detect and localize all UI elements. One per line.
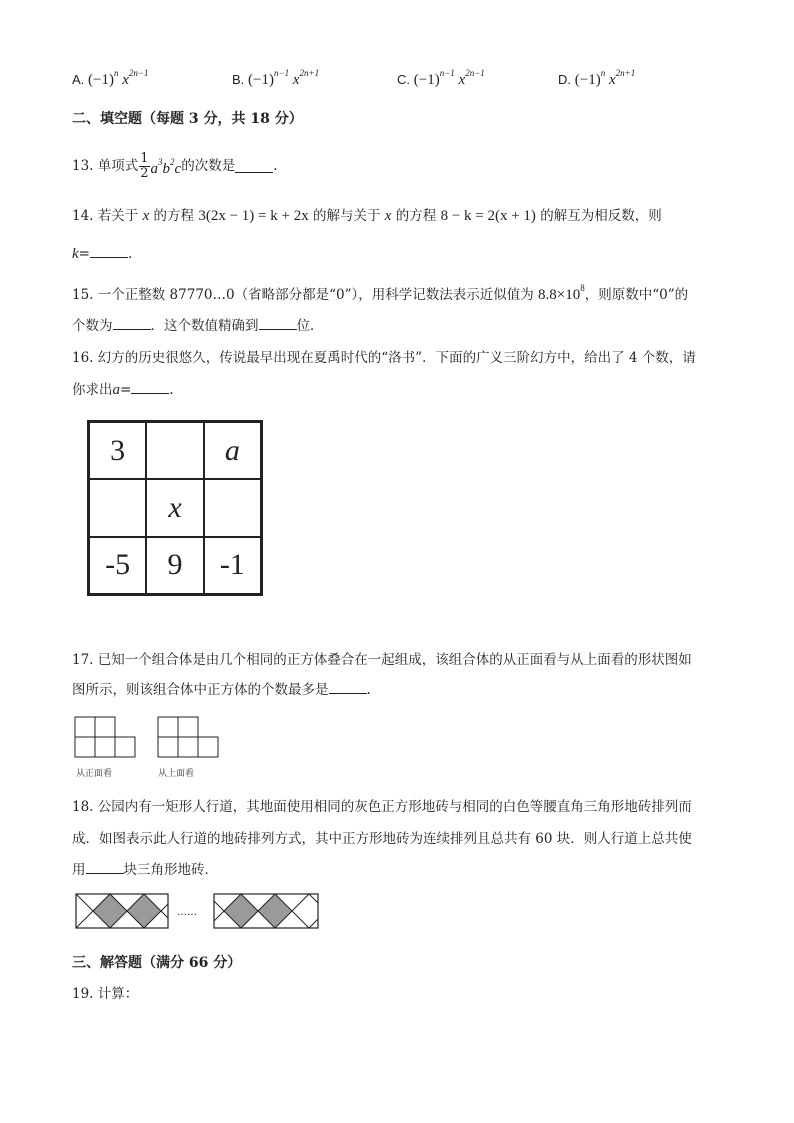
option-b-base: x: [292, 72, 300, 88]
q14-var-x2: x: [384, 208, 392, 224]
option-a-exp2: 2n−1: [128, 68, 149, 78]
q18-prefix: 用: [72, 862, 86, 878]
q13-var-a: a: [150, 160, 159, 177]
q15-suffix: ，则原数中“0”的: [584, 287, 689, 303]
top-view-label: 从上面看: [158, 769, 195, 779]
q13-var-b: b: [162, 160, 171, 177]
q15-prefix: 15. 一个正整数 87770…0（省略部分都是“0”），用科学记数法表示近似值为: [72, 287, 534, 303]
q14-mid1: 的方程: [153, 208, 195, 224]
q14-mid2: 的解与关于: [313, 208, 381, 224]
option-a: [72, 70, 149, 89]
question-15-line-1: [72, 280, 688, 305]
q15-sci-base: 8.8×10: [538, 287, 581, 303]
section-3-title: 三、解答题（满分 66 分）: [72, 955, 242, 971]
option-b-label: B.: [232, 72, 245, 87]
q15-line2-prefix: 个数为: [72, 318, 113, 334]
option-c: [397, 70, 485, 89]
q14-end: .: [127, 246, 133, 262]
option-b-exp1: n−1: [274, 68, 290, 78]
option-d: [558, 70, 635, 89]
top-view-shape: [158, 717, 218, 757]
q14-mid3: 的方程: [395, 208, 437, 224]
option-c-exp1: n−1: [439, 68, 455, 78]
q13-var-c: c: [174, 160, 182, 177]
tile-strip-left: [76, 894, 168, 928]
option-d-sign: (−1): [574, 72, 601, 88]
question-13: [72, 146, 278, 186]
question-16-line-2: [72, 380, 174, 400]
q16-answer-blank[interactable]: [131, 381, 169, 394]
q18-suffix: 块三角形地砖．: [123, 862, 218, 878]
option-b-exp2: 2n+1: [299, 68, 320, 78]
question-18-line-3: [72, 860, 218, 880]
question-14-line-2: [72, 244, 132, 264]
q16-equals: =: [120, 382, 132, 398]
option-d-label: D.: [558, 72, 571, 87]
question-16-line-1: 16. 幻方的历史很悠久，传说最早出现在夏禹时代的“洛书”．下面的广义三阶幻方中，给出了 4 个数，请: [72, 350, 696, 366]
q14-equals: =: [78, 246, 90, 262]
q14-equation-2: 8 − k = 2(x + 1): [440, 208, 536, 224]
q18-answer-blank[interactable]: [86, 861, 124, 874]
magic-cell: a: [204, 422, 261, 479]
option-a-exp1: n: [114, 68, 119, 78]
q13-exp-b: 2: [170, 156, 175, 167]
tile-strip-dots: ……: [177, 907, 197, 918]
q16-var-a: a: [112, 382, 120, 398]
q18-tile-figure: [74, 892, 322, 932]
q15-sci-exp: 8: [580, 283, 585, 293]
q13-denominator: 2: [140, 165, 149, 181]
q17-end: .: [366, 682, 371, 698]
option-c-base: x: [458, 72, 466, 88]
option-b-sign: (−1): [248, 72, 274, 88]
option-a-sign: (−1): [88, 72, 114, 88]
q13-numerator: 1: [140, 150, 149, 166]
q14-answer-blank[interactable]: [90, 245, 128, 258]
magic-cell: [146, 422, 203, 479]
option-c-sign: (−1): [413, 72, 440, 88]
question-17-line-2: [72, 680, 371, 700]
front-view-label: 从正面看: [76, 769, 113, 779]
q15-line2-mid: ．这个数值精确到: [150, 318, 259, 334]
q14-var-x1: x: [142, 208, 150, 224]
option-d-exp1: n: [600, 68, 606, 78]
q14-var-k: k: [72, 246, 79, 262]
option-c-label: C.: [397, 72, 410, 87]
q17-answer-blank[interactable]: [329, 681, 367, 694]
q13-end: .: [273, 158, 278, 174]
option-c-exp2: 2n−1: [465, 68, 485, 78]
q14-equation-1: 3(2x − 1) = k + 2x: [198, 208, 309, 224]
magic-cell: x: [146, 479, 203, 536]
q13-fraction: [139, 152, 149, 181]
q13-answer-blank[interactable]: [235, 160, 273, 173]
magic-cell: 9: [146, 537, 203, 594]
q13-exp-a: 3: [158, 156, 163, 167]
magic-cell: -5: [89, 537, 146, 594]
option-a-base: x: [122, 72, 129, 88]
option-d-exp2: 2n+1: [615, 68, 636, 78]
q13-prefix: 13. 单项式: [72, 158, 139, 174]
magic-cell: [204, 479, 261, 536]
front-view-shape: [75, 717, 135, 757]
question-14-line-1: [72, 206, 662, 226]
magic-cell: -1: [204, 537, 261, 594]
magic-square: [87, 420, 263, 596]
question-18-line-1: 18. 公园内有一矩形人行道，其地面使用相同的灰色正方形地砖与相同的白色等腰直角三角形地砖排列而: [72, 799, 692, 815]
q14-prefix: 14. 若关于: [72, 208, 139, 224]
question-17-line-1: 17. 已知一个组合体是由几个相同的正方体叠合在一起组成，该组合体的从正面看与从上面看的形状图如: [72, 652, 692, 668]
option-d-base: x: [608, 72, 616, 88]
section-2-title: 二、填空题（每题 3 分，共 18 分）: [72, 111, 303, 127]
q13-suffix: 的次数是: [181, 158, 236, 174]
option-a-label: A.: [72, 72, 85, 87]
q15-scientific: [538, 283, 585, 303]
magic-cell: [89, 479, 146, 536]
q16-prefix: 你求出: [72, 382, 113, 398]
option-b: [232, 70, 319, 89]
q15-line2-suffix: 位．: [296, 318, 324, 334]
q14-suffix: 的解互为相反数，则: [540, 208, 662, 224]
question-19: 19. 计算：: [72, 986, 139, 1002]
q15-answer-blank-2[interactable]: [259, 317, 297, 330]
tile-strip-right: [214, 894, 318, 928]
question-18-line-2: 成．如图表示此人行道的地砖排列方式，其中正方形地砖为连续排列且总共有 60 块．则人行道上总共使: [72, 831, 692, 847]
magic-cell: 3: [89, 422, 146, 479]
question-15-line-2: [72, 316, 324, 336]
q17-prefix: 图所示，则该组合体中正方体的个数最多是: [72, 682, 329, 698]
q13-monomial: [151, 154, 182, 179]
q15-answer-blank-1[interactable]: [113, 317, 151, 330]
q16-end: .: [169, 382, 174, 398]
